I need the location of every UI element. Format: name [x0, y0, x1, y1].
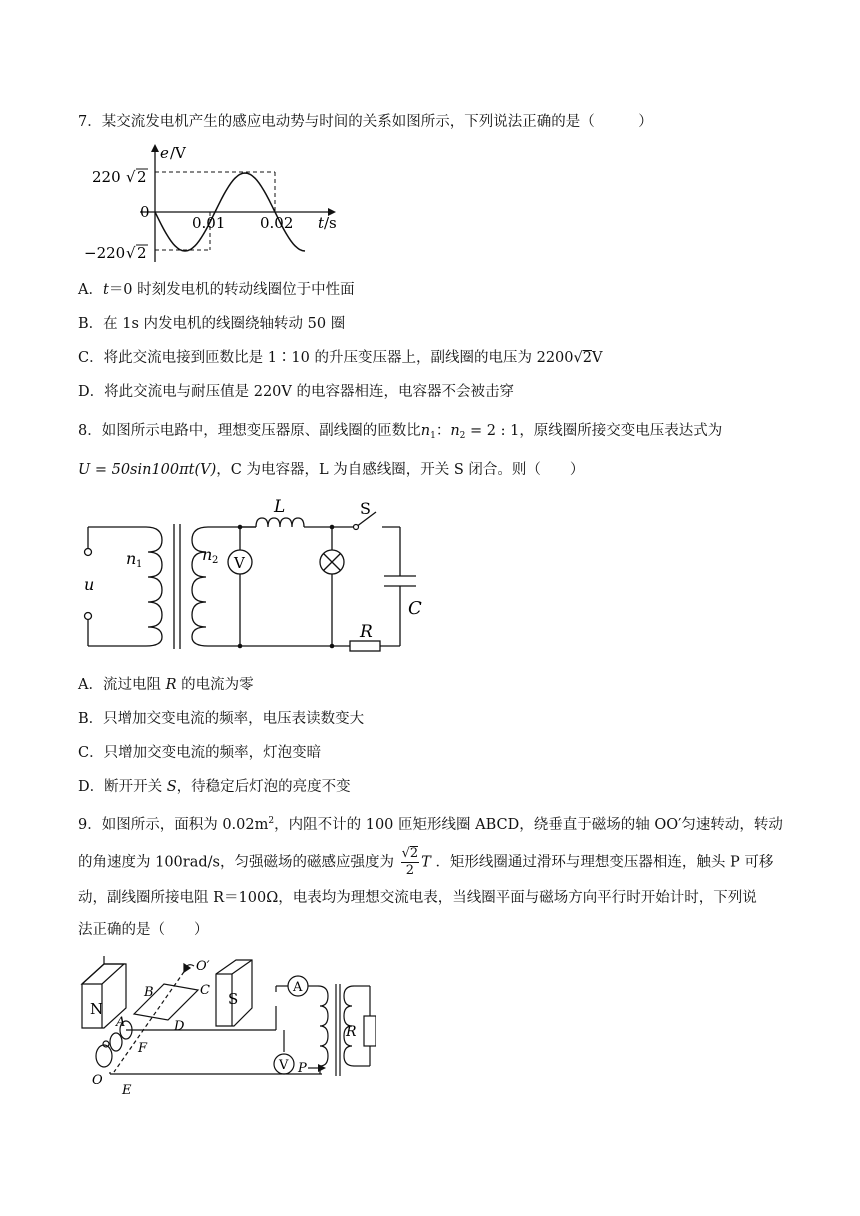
q8-label-n1: n	[126, 549, 137, 568]
q9-label-O: O	[92, 1073, 103, 1088]
q7-option-c: C．将此交流电接到匝数比是 1∶10 的升压变压器上，副线圈的电压为 2200√2V	[78, 350, 603, 366]
q7-x-tick-001: 0.01	[192, 214, 226, 232]
q7-y-top-rad: 2	[137, 168, 147, 186]
q8-label-R: R	[360, 622, 373, 642]
q7-y-top-sqrt: √	[126, 168, 136, 186]
svg-text:2: 2	[212, 555, 219, 566]
q8-option-d: D．断开开关 S，待稳定后灯泡的亮度不变	[78, 779, 351, 795]
question-9-line3: 动，副线圈所接电阻 R＝100Ω，电表均为理想交流电表，当线圈平面与磁场方向平行时开始计时，下列说	[78, 890, 757, 906]
q7-y-axis-unit: /V	[170, 144, 186, 162]
question-9-line1: 9．如图所示，面积为 $0.02m^2$，内阻不计的 100 匝矩形线圈 ABCD，绕垂直于磁场的轴 OO′匀速转动，转动	[78, 816, 783, 833]
question-9-line2: 的角速度为 100rad/s，匀强磁场的磁感应强度为 $\frac{√2}{2}$ T ．矩形线圈通过滑环与理想变压器相连，触头 P 可移	[78, 846, 774, 878]
q8-label-u: u	[84, 575, 95, 594]
q8-option-b: B．只增加交变电流的频率，电压表读数变大	[78, 711, 365, 727]
q7-option-a: A．t＝0 时刻发电机的转动线圈位于中性面	[78, 282, 355, 298]
q8-circuit-diagram	[78, 494, 428, 662]
q9-voltmeter-symbol: V	[279, 1058, 289, 1073]
q9-b-fraction: $\frac{√2}{2}$	[401, 846, 419, 878]
q9-label-P: P	[298, 1061, 307, 1076]
q7-y-axis-e: e	[160, 144, 169, 162]
q7-y-zero: 0	[140, 203, 150, 221]
q9-magnet-N: N	[90, 1000, 104, 1018]
svg-text:√: √	[126, 244, 136, 262]
q7-y-bot-rad: 2	[137, 244, 147, 262]
q9-generator-diagram	[76, 956, 376, 1094]
q8-label-S: S	[360, 499, 371, 518]
q7-option-d: D．将此交流电与耐压值是 220V 的电容器相连，电容器不会被击穿	[78, 384, 514, 400]
q9-label-C: C	[200, 983, 210, 998]
q8-label-n2: n	[202, 545, 213, 564]
q8-voltmeter-symbol: V	[234, 554, 245, 572]
q7-x-axis-unit: /s	[324, 214, 337, 232]
q7-x-axis-t: t	[318, 214, 325, 232]
q9-label-Oprime: O′	[196, 959, 210, 974]
q7-option-b: B．在 1s 内发电机的线圈绕轴转动 50 圈	[78, 316, 346, 332]
question-9-line4: 法正确的是（ ）	[78, 922, 209, 938]
q9-label-D: D	[174, 1019, 185, 1034]
q9-ammeter-symbol: A	[293, 980, 303, 995]
q9-label-F: F	[138, 1041, 148, 1056]
q8-label-L: L	[274, 497, 286, 517]
q9-label-E: E	[122, 1083, 132, 1094]
q9-magnet-S: S	[228, 990, 239, 1008]
question-8-stem-line1: 8．如图所示电路中，理想变压器原、副线圈的匝数比$n_1$：$n_2 = 2$ : 1，原线圈所接交变电压表达式为	[78, 423, 723, 441]
q8-label-C: C	[408, 598, 422, 619]
question-8-stem-line2: U = 50sin100πt(V)，C 为电容器，L 为自感线圈，开关 S 闭合。则（ ）	[78, 462, 585, 478]
q9-label-A: A	[116, 1015, 126, 1030]
q7-x-tick-002: 0.02	[260, 214, 294, 232]
q8-option-c: C．只增加交变电流的频率，灯泡变暗	[78, 745, 322, 761]
q7-y-bot-coef: −220	[84, 244, 126, 262]
q8-option-a: A．流过电阻 R 的电流为零	[78, 677, 254, 693]
q7-emf-graph	[78, 142, 348, 266]
svg-text:1: 1	[136, 559, 143, 570]
q9-label-B: B	[144, 985, 154, 1000]
question-7-stem: 7．某交流发电机产生的感应电动势与时间的关系如图所示，下列说法正确的是（ ）	[78, 114, 653, 130]
q9-label-R: R	[346, 1024, 357, 1040]
q7-y-top-coef: 220	[92, 168, 121, 186]
